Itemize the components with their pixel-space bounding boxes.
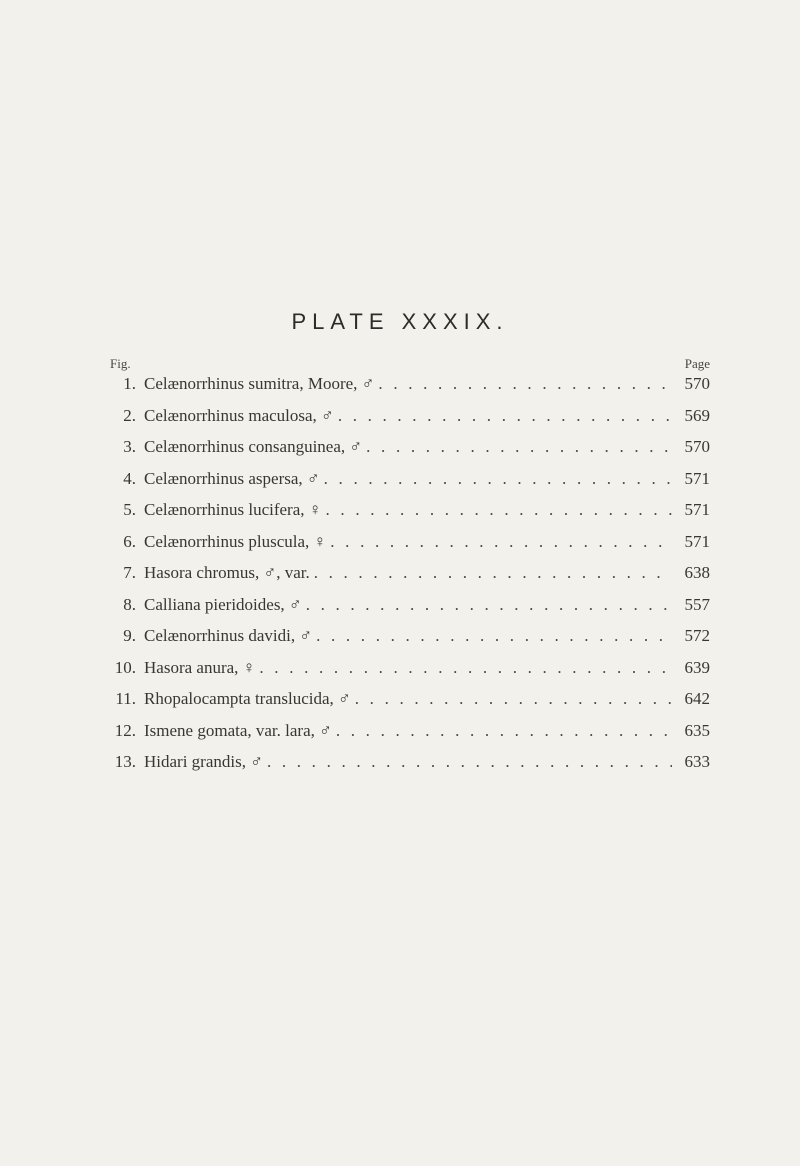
dot-leader (324, 469, 672, 489)
list-item (108, 689, 710, 721)
dot-leader (330, 532, 672, 552)
dot-leader (326, 500, 672, 520)
dot-leader (259, 658, 672, 678)
page-number: 638 (684, 563, 710, 582)
dot-leader (306, 595, 672, 615)
page-number: 633 (684, 752, 710, 771)
figure-number: 13. (114, 752, 136, 771)
page-number: 571 (684, 531, 710, 551)
page-number: 557 (684, 594, 710, 614)
list-item (108, 658, 710, 690)
species-name: Hasora anura, ♀ (144, 657, 256, 677)
list-item (108, 374, 710, 406)
list-item (108, 500, 710, 532)
figure-number: 7. (123, 563, 136, 582)
dot-leader (316, 626, 672, 646)
list-item (108, 626, 710, 658)
dot-leader (355, 689, 672, 709)
page-number: 639 (684, 657, 710, 677)
figure-list (108, 374, 710, 784)
figure-number: 3. (123, 437, 136, 456)
figure-number: 8. (123, 594, 136, 614)
list-item (108, 437, 710, 469)
page-number: 569 (684, 405, 710, 425)
species-name: Ismene gomata, var. lara, ♂ (144, 720, 332, 740)
dot-leader (336, 721, 672, 741)
species-name: Celænorrhinus davidi, ♂ (144, 626, 313, 645)
list-item (108, 752, 710, 784)
page-number: 570 (684, 437, 710, 456)
dot-leader (314, 563, 672, 583)
species-name: Celænorrhinus consanguinea, ♂ (144, 437, 363, 456)
figure-number: 10. (114, 657, 136, 677)
species-name: Rhopalocampta translucida, ♂ (144, 689, 351, 708)
figure-number: 12. (114, 720, 136, 740)
list-item (108, 721, 710, 753)
page-number: 635 (684, 720, 710, 740)
species-name: Celænorrhinus lucifera, ♀ (144, 500, 322, 519)
species-name: Hidari grandis, ♂ (144, 752, 263, 771)
list-item (108, 406, 710, 438)
page-number: 572 (684, 626, 710, 645)
figure-number: 6. (123, 531, 136, 551)
page-number: 642 (684, 689, 710, 708)
page-number: 571 (684, 500, 710, 519)
plate-title: PLATE XXXIX. (291, 309, 509, 334)
figure-number: 4. (123, 468, 136, 488)
dot-leader (267, 752, 672, 772)
figure-number: 5. (123, 500, 136, 519)
species-name: Calliana pieridoides, ♂ (144, 594, 302, 614)
figure-number: 11. (115, 689, 136, 708)
figure-number: 1. (123, 374, 136, 393)
species-name: Celænorrhinus sumitra, Moore, ♂ (144, 374, 375, 393)
list-item (108, 532, 710, 564)
dot-leader (366, 437, 672, 457)
dot-leader (378, 374, 672, 394)
species-name: Celænorrhinus pluscula, ♀ (144, 531, 327, 551)
species-name: Celænorrhinus aspersa, ♂ (144, 468, 320, 488)
list-item (108, 469, 710, 501)
page-number: 571 (684, 468, 710, 488)
figure-number: 2. (123, 405, 136, 425)
list-item (108, 595, 710, 627)
species-name: Hasora chromus, ♂, var. (144, 563, 310, 582)
figure-number: 9. (123, 626, 136, 645)
list-item (108, 563, 710, 595)
species-name: Celænorrhinus maculosa, ♂ (144, 405, 334, 425)
fig-column-header: Fig. (110, 356, 131, 371)
page-column-header: Page (684, 356, 710, 371)
dot-leader (338, 406, 672, 426)
page-number: 570 (684, 374, 710, 393)
